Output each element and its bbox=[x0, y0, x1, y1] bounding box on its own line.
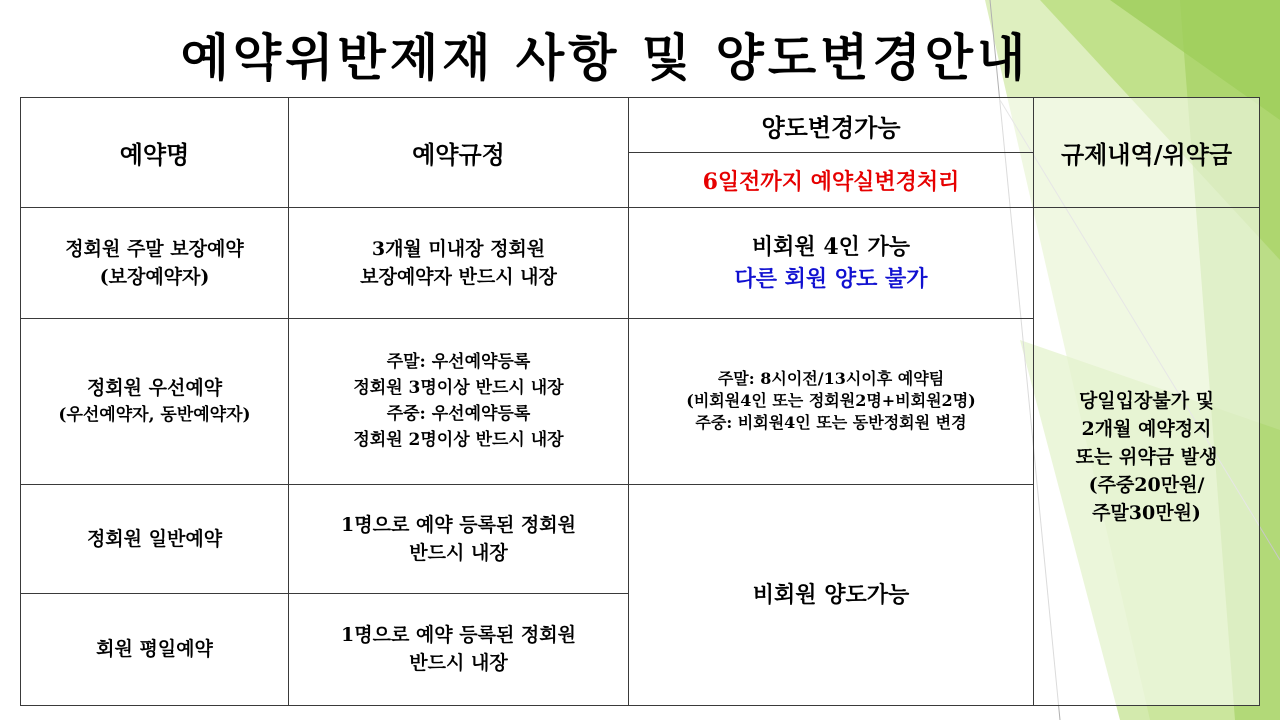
row-rule-general bbox=[289, 484, 629, 593]
reservation-rules-table bbox=[20, 97, 1260, 706]
row-name-line: 정회원 우선예약 bbox=[86, 377, 223, 400]
penalty-line: 당일입장불가 및 bbox=[1078, 389, 1215, 412]
penalty-cell bbox=[1034, 208, 1260, 706]
row-rule-line: 3개월 미내장 정회원 bbox=[371, 238, 546, 261]
row-name-line: (보장예약자) bbox=[99, 266, 210, 289]
row-rule-line: 반드시 내장 bbox=[409, 541, 508, 564]
row-rule-weekend-guaranteed bbox=[289, 208, 629, 319]
penalty-line: (주중20만원/ bbox=[1088, 473, 1205, 496]
row-name-weekend-guaranteed bbox=[21, 208, 289, 319]
row-rule-line: 반드시 내장 bbox=[409, 652, 508, 675]
header-reservation-name: 예약명 bbox=[21, 98, 289, 208]
penalty-line: 2개월 예약정지 bbox=[1081, 417, 1212, 440]
row-name-line: 정회원 일반예약 bbox=[86, 527, 223, 550]
header-reservation-rule: 예약규정 bbox=[289, 98, 629, 208]
row-name-priority bbox=[21, 319, 289, 484]
row-rule-line: 1명으로 예약 등록된 정회원 bbox=[341, 513, 576, 536]
penalty-line: 주말30만원) bbox=[1092, 501, 1201, 524]
row-transfer-line: 비회원 4인 가능 bbox=[751, 234, 911, 261]
row-name-weekday bbox=[21, 593, 289, 705]
row-name-line: 정회원 주말 보장예약 bbox=[65, 238, 244, 261]
row-rule-line: 정회원 3명이상 반드시 내장 bbox=[353, 378, 564, 399]
header-transfer-deadline: 6일전까지 예약실변경처리 bbox=[629, 153, 1034, 208]
row-rule-line: 주말: 우선예약등록 bbox=[386, 352, 531, 373]
row-rule-weekday bbox=[289, 593, 629, 705]
row-name-line: (우선예약자, 동반예약자) bbox=[58, 405, 251, 426]
header-penalty: 규제내역/위약금 bbox=[1034, 98, 1260, 208]
header-transfer-possible: 양도변경가능 bbox=[629, 98, 1034, 153]
row-name-line: 회원 평일예약 bbox=[96, 638, 213, 661]
row-transfer-priority bbox=[629, 319, 1034, 484]
row-rule-line: 정회원 2명이상 반드시 내장 bbox=[353, 430, 564, 451]
row-rule-line: 주중: 우선예약등록 bbox=[386, 404, 531, 425]
penalty-line: 또는 위약금 발생 bbox=[1075, 445, 1218, 468]
page-title: 예약위반제재 사항 및 양도변경안내 bbox=[180, 28, 1030, 87]
row-transfer-weekend-guaranteed bbox=[629, 208, 1034, 319]
row-transfer-line: (비회원4인 또는 정회원2명+비회원2명) bbox=[686, 391, 976, 411]
row-name-general bbox=[21, 484, 289, 593]
row-transfer-line-blue: 다른 회원 양도 불가 bbox=[734, 266, 928, 293]
row-rule-priority bbox=[289, 319, 629, 484]
row-transfer-line: 주말: 8시이전/13시이후 예약팀 bbox=[717, 369, 945, 389]
row-rule-line: 1명으로 예약 등록된 정회원 bbox=[341, 624, 576, 647]
row-rule-line: 보장예약자 반드시 내장 bbox=[360, 266, 557, 289]
shared-transfer-cell: 비회원 양도가능 bbox=[629, 484, 1034, 705]
row-transfer-line: 주중: 비회원4인 또는 동반정회원 변경 bbox=[695, 413, 967, 433]
